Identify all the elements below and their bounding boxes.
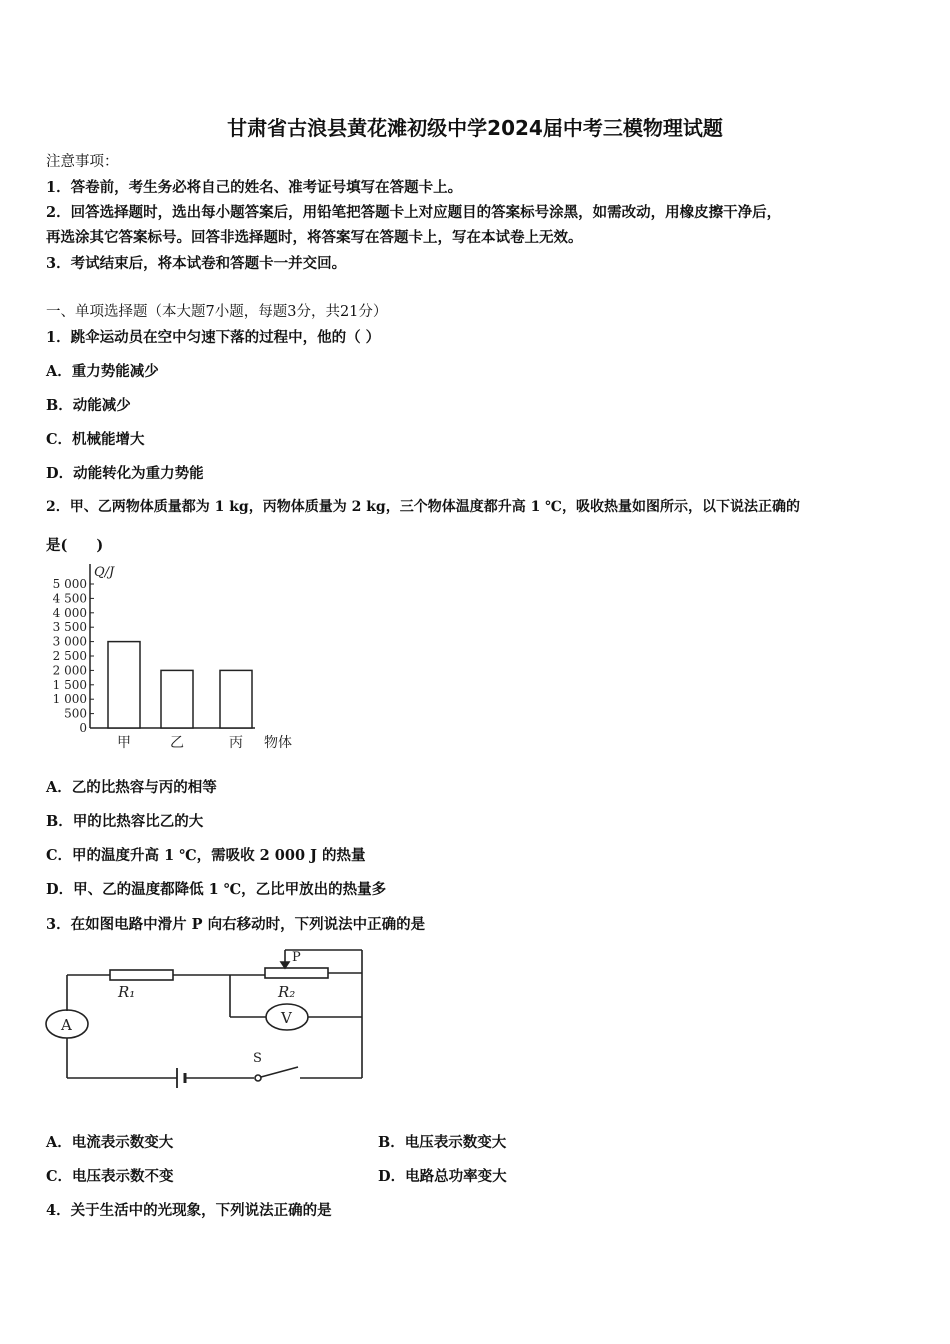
q3-option-d: D．电路总功率变大 (378, 1168, 507, 1185)
heat-bar-chart (40, 560, 320, 760)
q4-stem: 4．关于生活中的光现象，下列说法正确的是 (46, 1202, 332, 1219)
section-heading: 一、单项选择题（本大题7小题，每题3分，共21分） (46, 304, 388, 320)
q3-option-c: C．电压表示数不变 (46, 1168, 174, 1185)
y-tick-label: 5 000 (52, 577, 87, 591)
label-r1: R₁ (118, 983, 136, 1001)
notice-heading: 注意事项： (46, 154, 119, 170)
label-ammeter: A (61, 1016, 72, 1034)
label-r2: R₂ (278, 983, 296, 1001)
x-axis-label: 物体 (264, 735, 292, 751)
x-tick-label: 丙 (229, 735, 243, 751)
resistor-r1 (110, 970, 173, 980)
q2-option-b: B．甲的比热容比乙的大 (46, 813, 204, 830)
bar (161, 670, 193, 728)
circuit-diagram (40, 945, 380, 1095)
switch-pivot (255, 1075, 261, 1081)
y-axis-label: Q/J (94, 565, 115, 580)
q3-stem: 3．在如图电路中滑片 P 向右移动时，下列说法中正确的是 (46, 916, 426, 933)
y-tick-label: 500 (64, 706, 87, 721)
q1-option-b: B．动能减少 (46, 397, 131, 414)
y-tick-label: 1 500 (52, 677, 87, 692)
q2-stem-line2: 是( ) (46, 537, 104, 554)
q1-option-d: D．动能转化为重力势能 (46, 465, 204, 482)
q1-option-a: A．重力势能减少 (46, 363, 159, 380)
notice-item-1: 1．答卷前，考生务必将自己的姓名、准考证号填写在答题卡上。 (46, 179, 463, 196)
q1-stem: 1．跳伞运动员在空中匀速下落的过程中，他的（ ） (46, 329, 381, 346)
y-tick-label: 2 500 (52, 649, 87, 663)
switch-blade (261, 1067, 298, 1077)
rheostat-r2 (265, 968, 328, 978)
q3-option-b: B．电压表示数变大 (378, 1134, 507, 1151)
y-tick-label: 1 000 (52, 692, 87, 707)
bar (108, 642, 140, 728)
y-tick-label: 3 500 (52, 620, 87, 635)
slider-arrow (281, 962, 289, 968)
x-tick-label: 乙 (170, 735, 184, 751)
y-tick-label: 4 000 (52, 605, 87, 620)
y-tick-label: 2 000 (52, 663, 87, 678)
page-title: 甘肃省古浪县黄花滩初级中学2024届中考三模物理试题 (227, 116, 723, 140)
q2-stem-line1: 2．甲、乙两物体质量都为 1 kg，丙物体质量为 2 kg，三个物体温度都升高 1 ℃，吸收热量如图所示，以下说法正确的 (46, 499, 800, 515)
bar (220, 670, 252, 728)
label-switch: S (253, 1051, 262, 1066)
q2-option-c: C．甲的温度升高 1 ℃，需吸收 2 000 J 的热量 (46, 847, 366, 864)
notice-item-3: 3．考试结束后，将本试卷和答题卡一并交回。 (46, 255, 347, 272)
q2-option-d: D．甲、乙的温度都降低 1 ℃，乙比甲放出的热量多 (46, 881, 387, 898)
q1-option-c: C．机械能增大 (46, 431, 145, 448)
label-voltmeter: V (281, 1009, 292, 1027)
notice-item-2-cont: 再选涂其它答案标号。回答非选择题时，将答案写在答题卡上，写在本试卷上无效。 (46, 229, 583, 246)
q2-option-a: A．乙的比热容与丙的相等 (46, 779, 217, 796)
y-tick-label: 3 000 (52, 634, 87, 649)
label-p: P (292, 950, 301, 965)
q3-option-a: A．电流表示数变大 (46, 1134, 174, 1151)
y-tick-label: 0 (79, 721, 87, 735)
notice-item-2: 2．回答选择题时，选出每小题答案后，用铅笔把答题卡上对应题目的答案标号涂黑，如需改动，用橡皮擦干净后， (46, 204, 782, 221)
y-tick-label: 4 500 (52, 591, 87, 606)
x-tick-label: 甲 (117, 735, 131, 751)
